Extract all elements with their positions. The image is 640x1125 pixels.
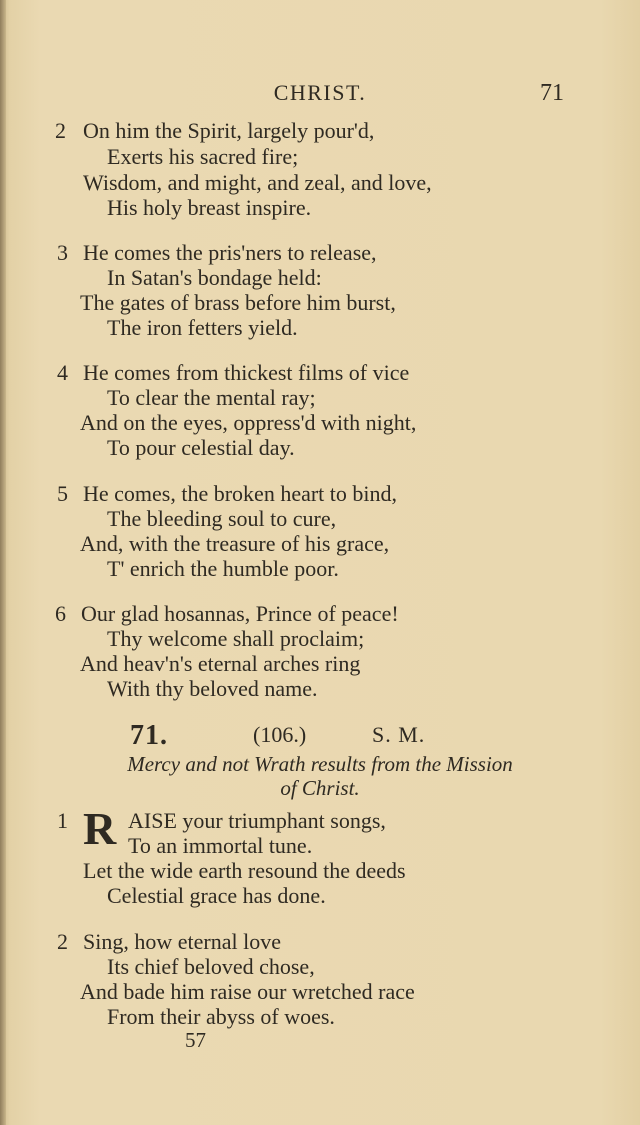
stanza-line: In Satan's bondage held: [107,265,322,290]
stanza-number: 4 [57,360,68,385]
stanza-line: He comes the pris'ners to release, [83,240,377,265]
stanza-number: 6 [55,601,66,626]
stanza-line: He comes, the broken heart to bind, [83,481,398,506]
running-title: CHRIST. [273,80,367,105]
stanza-line: On him the Spirit, largely pour'd, [83,118,375,143]
stanza-line: Exerts his sacred fire; [107,144,299,169]
stanza-number: 5 [57,481,68,506]
hymn-reference: (106.) [253,722,307,747]
stanza-line: Wisdom, and might, and zeal, and love, [83,170,432,195]
stanza-line: From their abyss of woes. [107,1004,335,1029]
stanza-number: 1 [57,808,68,833]
stanza-line: Sing, how eternal love [83,929,281,954]
stanza-line: He comes from thickest films of vice [83,360,410,385]
stanza-line: And on the eyes, oppress'd with night, [80,410,417,435]
stanza-line: Our glad hosannas, Prince of peace! [81,601,399,626]
hymn-number: 71. [130,720,168,751]
folio-number: 57 [185,1028,206,1052]
stanza-line: To pour celestial day. [107,435,295,460]
stanza-number: 2 [55,118,66,143]
stanza-line: The gates of brass before him burst, [80,290,396,315]
hymn-meter: S. M. [372,722,426,747]
stanza-line: AISE your triumphant songs, [128,808,386,833]
stanza-line: Let the wide earth resound the deeds [83,858,406,883]
stanza-line: And, with the treasure of his grace, [80,531,390,556]
stanza-number: 3 [57,240,68,265]
hymn-title [55,752,585,800]
stanza-line: With thy beloved name. [107,676,318,701]
stanza-line: Celestial grace has done. [107,883,326,908]
stanza-line: And bade him raise our wretched race [80,979,415,1004]
stanza-number: 2 [57,929,68,954]
stanza-line: The iron fetters yield. [107,315,298,340]
hymn-title-line: Mercy and not Wrath results from the Mission [127,752,513,776]
stanza-line: To clear the mental ray; [107,385,316,410]
stanza-line: His holy breast inspire. [107,195,312,220]
stanza-line: To an immortal tune. [128,833,313,858]
hymn-title-line: of Christ. [280,776,360,800]
stanza-line: Thy welcome shall proclaim; [107,626,365,651]
page-number: 71 [540,80,564,106]
page-spine-shadow [0,0,6,1125]
hymn-heading [0,720,640,752]
stanza-line: And heav'n's eternal arches ring [80,651,361,676]
stanza-line: T' enrich the humble poor. [107,556,339,581]
stanza-line: The bleeding soul to cure, [107,506,337,531]
stanza-line: Its chief beloved chose, [107,954,315,979]
drop-cap: R [83,803,117,854]
